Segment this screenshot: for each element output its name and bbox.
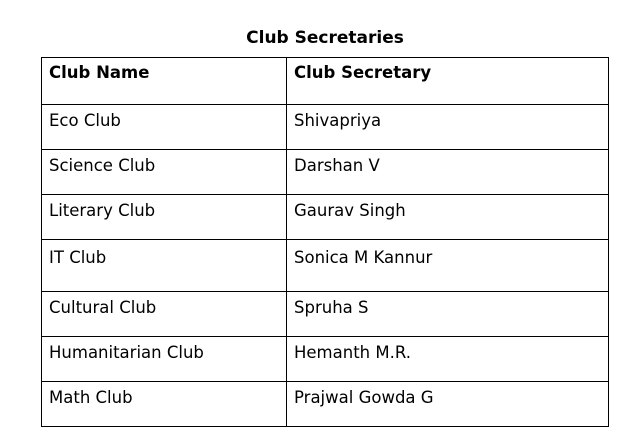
column-header-club-name: Club Name — [42, 58, 287, 105]
club-secretary-cell: Prajwal Gowda G — [287, 382, 609, 427]
club-name-cell: Science Club — [42, 150, 287, 195]
club-secretaries-table — [41, 57, 609, 427]
club-name-cell: Humanitarian Club — [42, 337, 287, 382]
page-title: Club Secretaries — [246, 28, 404, 48]
club-name-cell: IT Club — [42, 240, 287, 292]
table-row — [42, 337, 609, 382]
table-row — [42, 105, 609, 150]
club-name-cell: Eco Club — [42, 105, 287, 150]
table-row — [42, 292, 609, 337]
table-row — [42, 195, 609, 240]
club-name-cell: Cultural Club — [42, 292, 287, 337]
club-secretary-cell: Hemanth M.R. — [287, 337, 609, 382]
club-secretary-cell: Sonica M Kannur — [287, 240, 609, 292]
club-secretary-cell: Darshan V — [287, 150, 609, 195]
table-header-row — [42, 58, 609, 105]
club-secretary-cell: Shivapriya — [287, 105, 609, 150]
table-row — [42, 150, 609, 195]
club-secretary-cell: Spruha S — [287, 292, 609, 337]
club-name-cell: Literary Club — [42, 195, 287, 240]
column-header-club-secretary: Club Secretary — [287, 58, 609, 105]
club-secretary-cell: Gaurav Singh — [287, 195, 609, 240]
table-row — [42, 240, 609, 292]
table-row — [42, 382, 609, 427]
club-name-cell: Math Club — [42, 382, 287, 427]
